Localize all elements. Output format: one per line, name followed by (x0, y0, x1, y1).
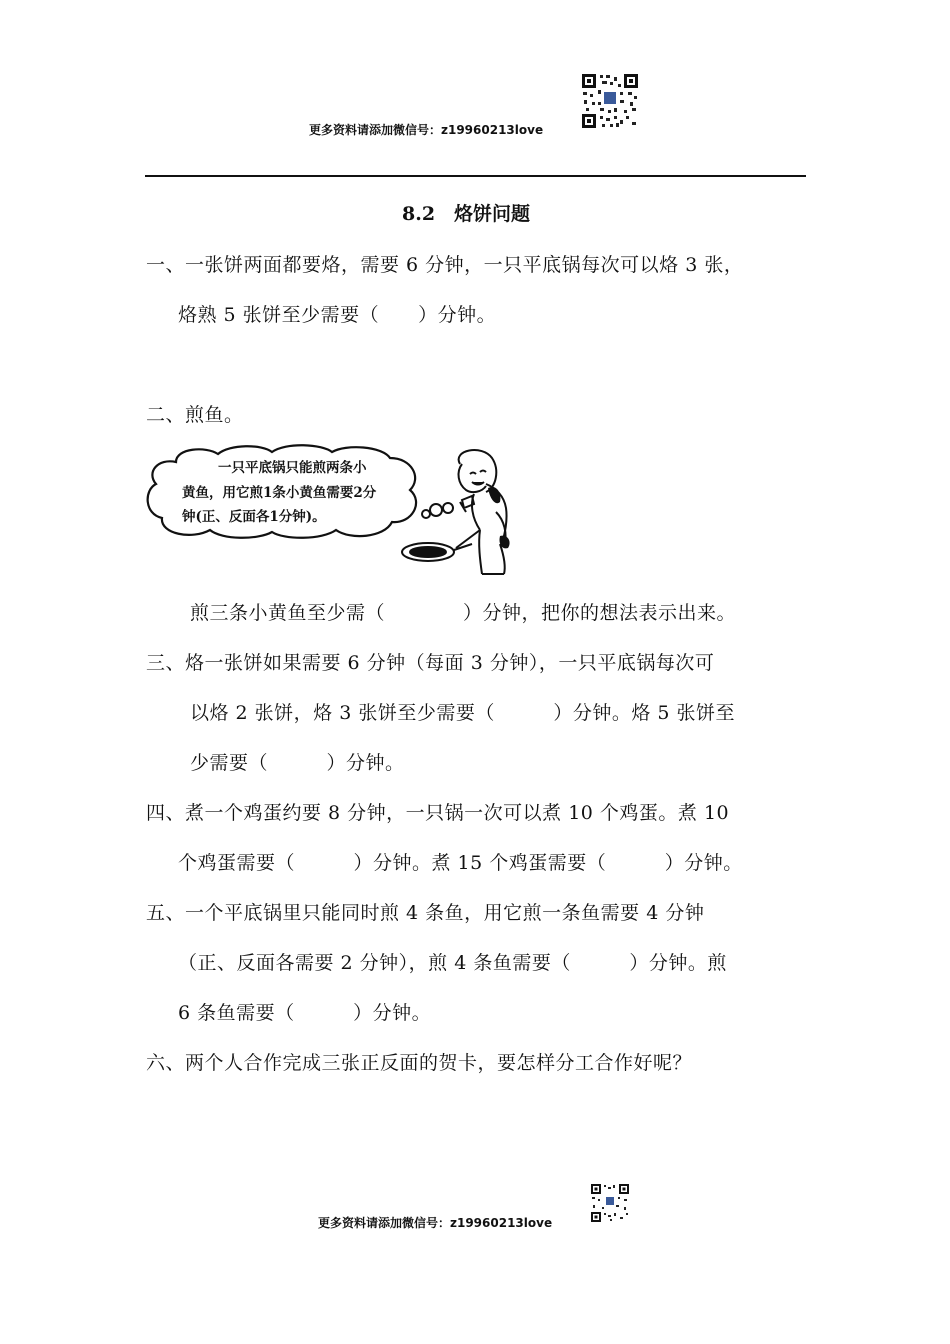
q1-line1: 一、一张饼两面都要烙，需要 6 分钟，一只平底锅每次可以烙 3 张， (146, 254, 744, 276)
bubble-line1: 一只平底锅只能煎两条小 (218, 460, 367, 476)
q6-line1: 六、两个人合作完成三张正反面的贺卡，要怎样分工合作好呢？ (146, 1052, 693, 1074)
header-divider (145, 175, 806, 177)
q4-line1: 四、煮一个鸡蛋约要 8 分钟，一只锅一次可以煮 10 个鸡蛋。煮 10 (146, 802, 730, 824)
page-title: 8.2 烙饼问题 (402, 203, 531, 225)
q1-line2: 烙熟 5 张饼至少需要（ ）分钟。 (178, 304, 497, 326)
q3-line2: 以烙 2 张饼，烙 3 张饼至少需要（ ）分钟。烙 5 张饼至 (190, 702, 736, 724)
q2-heading: 二、煎鱼。 (146, 404, 244, 426)
q5-line2: （正、反面各需要 2 分钟），煎 4 条鱼需要（ ）分钟。煎 (178, 952, 727, 974)
footer-wechat-text: 更多资料请添加微信号：z19960213love (318, 1216, 553, 1230)
q2-line1: 煎三条小黄鱼至少需（ ）分钟，把你的想法表示出来。 (190, 602, 737, 624)
bubble-line2: 黄鱼，用它煎1条小黄鱼需要2分 (182, 485, 377, 501)
q5-line1: 五、一个平底锅里只能同时煎 4 条鱼，用它煎一条鱼需要 4 分钟 (146, 902, 705, 924)
q5-line3: 6 条鱼需要（ ）分钟。 (178, 1002, 432, 1024)
q4-line2: 个鸡蛋需要（ ）分钟。煮 15 个鸡蛋需要（ ）分钟。 (178, 852, 743, 874)
q3-line3: 少需要（ ）分钟。 (190, 752, 405, 774)
footer-qr-code-icon (590, 1183, 630, 1223)
header-qr-code-icon (580, 72, 640, 130)
q3-line1: 三、烙一张饼如果需要 6 分钟（每面 3 分钟），一只平底锅每次可 (146, 652, 715, 674)
header-wechat-text: 更多资料请添加微信号：z19960213love (309, 123, 544, 137)
woman-cooking-illustration (400, 448, 530, 580)
bubble-line3: 钟(正、反面各1分钟)。 (182, 509, 326, 525)
